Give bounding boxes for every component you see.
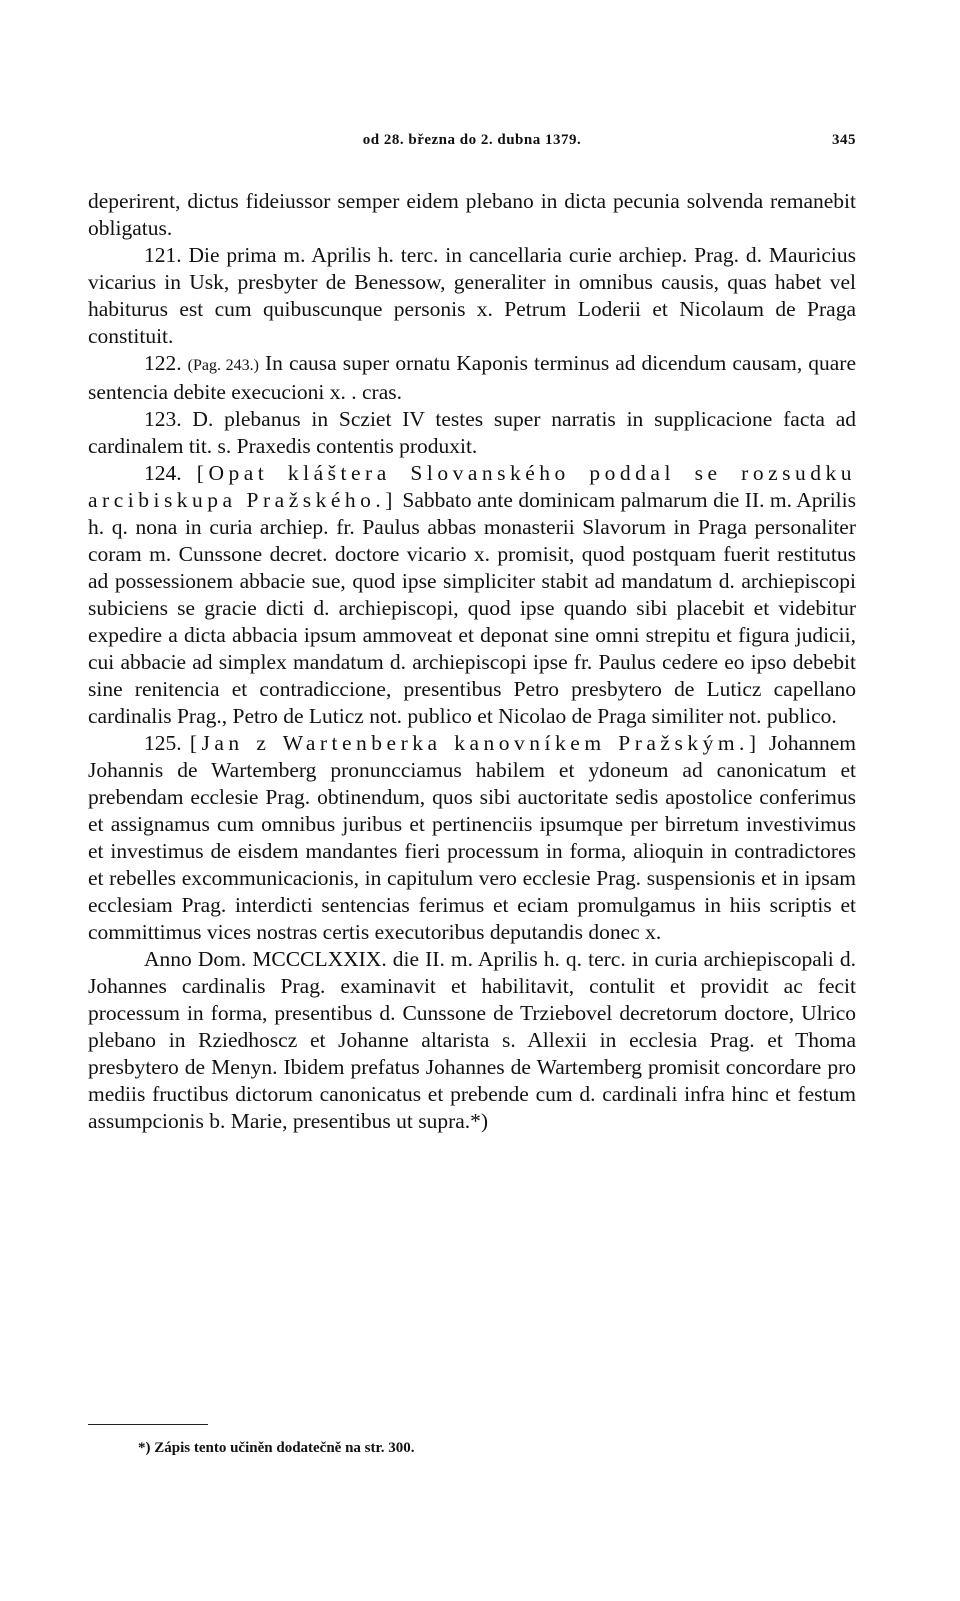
entry-125 (88, 730, 856, 946)
entry-123: 123. D. plebanus in Scziet IV testes super narratis in supplicacione facta ad cardinalem tit. s. Praxedis contentis produxit. (88, 407, 856, 458)
footnote-divider (88, 1424, 208, 1425)
entry-heading: [Opat kláštera Slovanského poddal se rozsudku arcibiskupa Pražského.] (88, 461, 856, 512)
paragraph-anno: Anno Dom. MCCCLXXIX. die II. m. Aprilis h. q. terc. in curia archiepiscopali d. Johannes cardinalis Prag. examinavit et habilitavit, contulit et providit ac fecit processum in forma, presentibus d. Cunssone de Trziebovel decretorum doctore, Ulrico plebano in Rziedhoscz et Johanne altarista s. Allexii in ecclesia Prag. et Thoma presbytero de Menyn. Ibidem prefatus Johannes de Wartemberg promisit concordare pro mediis fructibus dictorum canonicatus et prebende cum d. cardinali infra hinc et festum assumpcionis b. Marie, presentibus ut supra.*) (88, 947, 856, 1133)
entry-number: 125. (144, 731, 182, 755)
entry-number: 124. (144, 461, 182, 485)
entry-heading: [Jan z Wartenberka kanovníkem Pražským.] (189, 731, 761, 755)
page-number: 345 (832, 132, 856, 148)
entry-124 (88, 460, 856, 730)
page-header (88, 132, 856, 156)
paragraph-continuation: deperirent, dictus fideiussor semper eidem plebano in dicta pecunia solvenda remanebit obligatus. (88, 189, 856, 240)
footnote: *) Zápis tento učiněn dodatečně na str. 300. (138, 1440, 415, 1456)
entry-121: 121. Die prima m. Aprilis h. terc. in cancellaria curie archiep. Prag. d. Mauricius vicarius in Usk, presbyter de Benessow, generaliter in omnibus causis, quas habet vel habiturus est cum quibuscunque personis x. Petrum Loderii et Nicolaum de Praga constituit. (88, 243, 856, 348)
entry-text: Sabbato ante dominicam palmarum die II. m. Aprilis h. q. nona in curia archiep. fr. Paulus abbas monasterii Slavorum in Praga personaliter coram m. Cunssone decret. doctore vicario x. promisit, quod postquam fuerit restitutus ad possessionem abbacie sue, quod ipse simpliciter stabit ad mandatum d. archiepiscopi subiciens se gracie dicti d. archiepiscopi, quod ipse quando sibi placebit et videbitur expedire a dicta abbacia ipsum ammoveat et deponat sine omni strepitu et figura judicii, cui abbacie ad simplex mandatum d. archiepiscopi ipse fr. Paulus cedere eo ipso debebit sine renitencia et contradiccione, presentibus Petro presbytero de Luticz capellano cardinalis Prag., Petro de Luticz not. publico et Nicolao de Praga similiter not. publico. (88, 488, 856, 728)
running-title: od 28. března do 2. dubna 1379. (362, 132, 582, 148)
entry-122 (88, 350, 856, 406)
entry-text: In causa super ornatu Kaponis terminus ad dicendum causam, quare sentencia debite execucioni x. . cras. (88, 351, 856, 404)
page-reference: (Pag. 243.) (187, 357, 259, 374)
entry-number: 122. (144, 351, 182, 375)
entry-text: Johannem Johannis de Wartemberg pronuncciamus habilem et ydoneum ad canonicatum et prebendam ecclesie Prag. obtinendum, quos sibi auctoritate sedis apostolice conferimus et assignamus cum omnibus juribus et pertinenciis ipsumque per birretum investivimus et investimus de eisdem mandantes fieri processum in forma, alioquin in contradictores et rebelles excommunicacionis, in capitulum vero ecclesie Prag. suspensionis et in ipsam ecclesiam Prag. interdicti sentencias ferimus et eciam promulgamus in hiis scriptis et committimus vices nostras certis executoribus deputandis donec x. (88, 731, 856, 944)
body-text (88, 188, 856, 1135)
